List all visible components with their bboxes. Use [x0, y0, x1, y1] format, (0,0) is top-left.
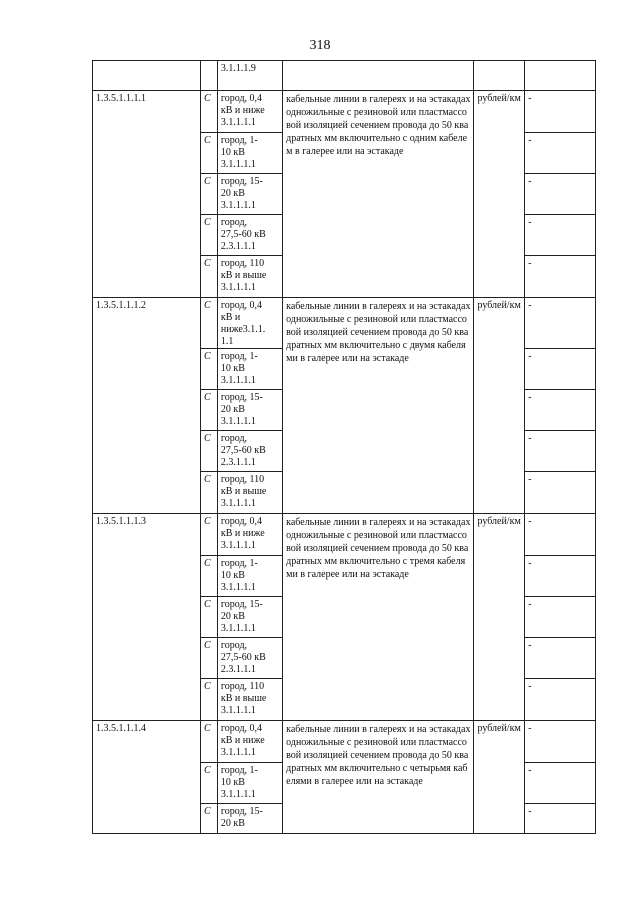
- location-line: город, 0,4: [220, 723, 263, 734]
- category-mark: C: [201, 256, 218, 298]
- location-line: кВ и выше: [220, 270, 267, 281]
- rate-value: -: [525, 174, 596, 215]
- category-mark: C: [201, 556, 218, 597]
- mark-cell: [201, 61, 218, 91]
- location-cell: [217, 514, 282, 556]
- location-line: 2.3.1.1.1: [220, 241, 256, 252]
- location-line: 1.1: [220, 336, 234, 347]
- rate-value: -: [525, 721, 596, 763]
- location-line: город, 15-: [220, 392, 263, 403]
- location-cell: [217, 638, 282, 679]
- location-line: город,: [220, 640, 248, 651]
- category-mark: C: [201, 763, 218, 804]
- item-description: кабельные линии в галереях и на эстакадах одножильные с резиновой или пластмассовой изоляцией сечением провода до 50 квадратных мм включительно с двумя кабелями в галерее или на эстакаде: [283, 298, 474, 514]
- location-line: 3.1.1.1.1: [220, 789, 256, 800]
- location-line: 2.3.1.1.1: [220, 457, 256, 468]
- location-line: город, 15-: [220, 176, 263, 187]
- location-line: 10 кВ: [220, 147, 245, 158]
- item-description: кабельные линии в галереях и на эстакадах одножильные с резиновой или пластмассовой изоляцией сечением провода до 50 квадратных мм включительно с четырьмя кабелями в галерее или на эстакаде: [283, 721, 474, 834]
- location-cell: [217, 597, 282, 638]
- rate-value: -: [525, 91, 596, 133]
- location-line: 20 кВ: [220, 818, 245, 829]
- category-mark: C: [201, 349, 218, 390]
- category-mark: C: [201, 597, 218, 638]
- location-line: 3.1.1.1.1: [220, 498, 256, 509]
- location-cell: [217, 349, 282, 390]
- item-code: 1.3.5.1.1.1.2: [93, 298, 201, 514]
- unit-of-measure: рублей/км: [474, 514, 525, 721]
- location-line: город, 0,4: [220, 93, 263, 104]
- location-line: кВ и выше: [220, 693, 267, 704]
- category-mark: C: [201, 679, 218, 721]
- rate-value: -: [525, 215, 596, 256]
- page-number: 318: [309, 38, 331, 53]
- category-mark: C: [201, 721, 218, 763]
- location-line: 3.1.1.1.1: [220, 117, 256, 128]
- location-cell: [217, 431, 282, 472]
- category-mark: C: [201, 298, 218, 349]
- location-line: кВ и ниже: [220, 735, 265, 746]
- location-cell: [217, 256, 282, 298]
- location-line: город, 0,4: [220, 300, 263, 311]
- location-line: 10 кВ: [220, 363, 245, 374]
- location-cell: [217, 804, 282, 834]
- unit-of-measure: рублей/км: [474, 721, 525, 834]
- location-cell: [217, 174, 282, 215]
- item-description: кабельные линии в галереях и на эстакадах одножильные с резиновой или пластмассовой изоляцией сечением провода до 50 квадратных мм включительно с тремя кабелями в галерее или на эстакаде: [283, 514, 474, 721]
- location-line: город, 1-: [220, 351, 258, 362]
- location-line: 3.1.1.1.1: [220, 705, 256, 716]
- unit-of-measure: рублей/км: [474, 298, 525, 514]
- tariff-row: [93, 514, 596, 556]
- location-line: 3.1.1.1.1: [220, 159, 256, 170]
- location-line: 10 кВ: [220, 777, 245, 788]
- location-line: 20 кВ: [220, 611, 245, 622]
- location-line: 3.1.1.1.9: [220, 63, 256, 74]
- rate-value: -: [525, 597, 596, 638]
- item-code: 1.3.5.1.1.1.3: [93, 514, 201, 721]
- location-line: 20 кВ: [220, 404, 245, 415]
- location-line: 27,5-60 кВ: [220, 229, 266, 240]
- category-mark: C: [201, 91, 218, 133]
- category-mark: C: [201, 215, 218, 256]
- tariff-table-body: [93, 61, 596, 834]
- item-description: кабельные линии в галереях и на эстакадах одножильные с резиновой или пластмассовой изоляцией сечением провода до 50 квадратных мм включительно с одним кабелем в галерее или на эстакаде: [283, 91, 474, 298]
- location-line: город, 110: [220, 474, 265, 485]
- location-cell: [217, 472, 282, 514]
- location-line: 27,5-60 кВ: [220, 445, 266, 456]
- rate-value: -: [525, 638, 596, 679]
- unit-cell: [474, 61, 525, 91]
- location-cell: [217, 61, 282, 91]
- location-line: 3.1.1.1.1: [220, 540, 256, 551]
- continuation-row: [93, 61, 596, 91]
- location-cell: [217, 763, 282, 804]
- rate-value: -: [525, 679, 596, 721]
- location-cell: [217, 556, 282, 597]
- location-line: 3.1.1.1.1: [220, 375, 256, 386]
- location-line: 3.1.1.1.1: [220, 747, 256, 758]
- category-mark: C: [201, 514, 218, 556]
- location-line: 20 кВ: [220, 188, 245, 199]
- tariff-row: [93, 721, 596, 763]
- location-line: 3.1.1.1.1: [220, 200, 256, 211]
- location-line: кВ и ниже: [220, 105, 265, 116]
- item-code: 1.3.5.1.1.1.4: [93, 721, 201, 834]
- tariff-row: [93, 298, 596, 349]
- rate-value: -: [525, 514, 596, 556]
- location-line: 3.1.1.1.1: [220, 623, 256, 634]
- location-line: 3.1.1.1.1: [220, 416, 256, 427]
- location-line: город, 0,4: [220, 516, 263, 527]
- location-line: город,: [220, 217, 248, 228]
- location-line: ниже3.1.1.: [220, 324, 266, 335]
- location-cell: [217, 133, 282, 174]
- location-cell: [217, 215, 282, 256]
- tariff-table: [92, 60, 596, 834]
- location-line: город, 1-: [220, 558, 258, 569]
- rate-value: -: [525, 133, 596, 174]
- rate-value: -: [525, 556, 596, 597]
- rate-value: -: [525, 390, 596, 431]
- category-mark: C: [201, 804, 218, 834]
- rate-value: -: [525, 763, 596, 804]
- rate-value: -: [525, 298, 596, 349]
- unit-of-measure: рублей/км: [474, 91, 525, 298]
- rate-value: -: [525, 256, 596, 298]
- tariff-row: [93, 91, 596, 133]
- location-line: 3.1.1.1.1: [220, 582, 256, 593]
- location-line: кВ и ниже: [220, 528, 265, 539]
- location-cell: [217, 679, 282, 721]
- rate-value: -: [525, 472, 596, 514]
- description-cell: [283, 61, 474, 91]
- location-cell: [217, 298, 282, 349]
- rate-value: -: [525, 804, 596, 834]
- location-line: 10 кВ: [220, 570, 245, 581]
- rate-value: -: [525, 431, 596, 472]
- location-line: город, 15-: [220, 599, 263, 610]
- location-cell: [217, 390, 282, 431]
- location-line: город, 110: [220, 681, 265, 692]
- location-line: город, 1-: [220, 135, 258, 146]
- code-cell: [93, 61, 201, 91]
- category-mark: C: [201, 174, 218, 215]
- location-cell: [217, 91, 282, 133]
- location-line: город, 15-: [220, 806, 263, 817]
- location-line: 27,5-60 кВ: [220, 652, 266, 663]
- location-line: город,: [220, 433, 248, 444]
- location-line: кВ и: [220, 312, 241, 323]
- category-mark: C: [201, 472, 218, 514]
- value-cell: [525, 61, 596, 91]
- location-line: город, 1-: [220, 765, 258, 776]
- category-mark: C: [201, 431, 218, 472]
- location-cell: [217, 721, 282, 763]
- location-line: кВ и выше: [220, 486, 267, 497]
- item-code: 1.3.5.1.1.1.1: [93, 91, 201, 298]
- location-line: город, 110: [220, 258, 265, 269]
- rate-value: -: [525, 349, 596, 390]
- category-mark: C: [201, 133, 218, 174]
- location-line: 2.3.1.1.1: [220, 664, 256, 675]
- location-line: 3.1.1.1.1: [220, 282, 256, 293]
- category-mark: C: [201, 390, 218, 431]
- category-mark: C: [201, 638, 218, 679]
